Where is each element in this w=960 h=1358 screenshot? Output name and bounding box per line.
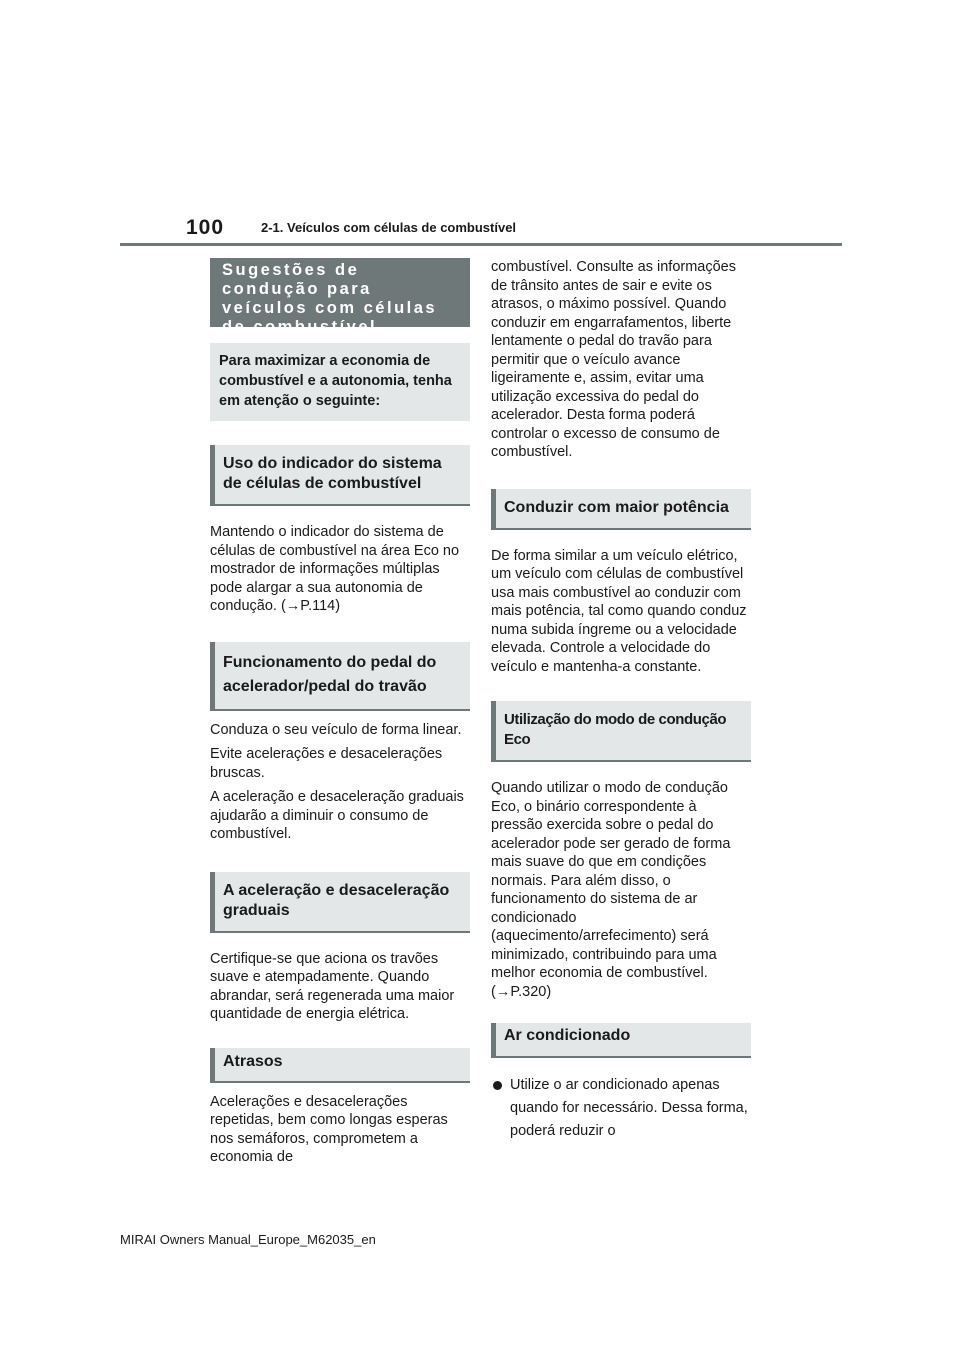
running-head: 2-1. Veículos com células de combustível <box>261 220 517 235</box>
paragraph-indicator: Mantendo o indicador do sistema de células de combustível na área Eco no mostrador de informações múltiplas pode alargar a sua autonomia de condução. (→P.114) <box>210 524 460 614</box>
paragraph-gradual: Certifique-se que aciona os travões suave e atempadamente. Quando abrandar, será regenerada uma maior quantidade de energia elétrica. <box>210 950 455 1022</box>
paragraph-pedal-1: Conduza o seu veículo de forma linear. <box>210 721 462 738</box>
bullet-item <box>491 1074 751 1143</box>
paragraph-eco-mode: Quando utilizar o modo de condução Eco, o binário correspondente à pressão exercida sobre o pedal do acelerador pode ser gerado de forma mais suave do que em condições normais. Para além disso, o funcionamento do sistema de ar condicionado (aquecimento/arrefecimento) será minimizado, contribuindo para uma melhor economia de combustível. (→P.320) <box>491 780 731 1000</box>
left-column <box>210 258 470 1167</box>
paragraph-delays: Acelerações e desacelerações repetidas, bem como longas esperas nos semáforos, comprometem a economia de <box>210 1093 448 1165</box>
paragraph-delays-continued: combustível. Consulte as informações de trânsito antes de sair e evite os atrasos, o máximo possível. Quando conduzir em engarrafamentos, liberte lentamente o pedal do travão para permitir que o veículo avance ligeiramente e, assim, evitar uma utilização excessiva do pedal do acelerador. Desta forma poderá controlar o excesso de consumo de combustível. <box>491 259 736 460</box>
paragraph-pedal-2: Evite acelerações e desacelerações bruscas. <box>210 746 443 781</box>
right-column <box>491 258 751 1143</box>
paragraph-power: De forma similar a um veículo elétrico, um veículo com células de combustível usa mais combustível ao conduzir com mais potência, tal como quando conduz numa subida íngreme ou a velocidade elevada. Controle a velocidade do veículo e mantenha-a constante. <box>491 547 747 675</box>
heading-pedal: Funcionamento do pedal do acelerador/pedal do travão <box>210 642 470 711</box>
heading-indicator: Uso do indicador do sistema de células de combustível <box>210 445 470 506</box>
heading-eco-mode: Utilização do modo de condução Eco <box>491 701 751 762</box>
paragraph-pedal-3: A aceleração e desaceleração graduais ajudarão a diminuir o consumo de combustível. <box>210 789 464 842</box>
footer-text: MIRAI Owners Manual_Europe_M62035_en <box>120 1232 376 1247</box>
heading-air-conditioning: Ar condicionado <box>491 1023 751 1058</box>
bullet-dot-icon <box>493 1081 502 1090</box>
header-rule <box>120 243 842 246</box>
heading-gradual: A aceleração e desaceleração graduais <box>210 872 470 933</box>
section-title: Sugestões de condução para veículos com células de combustível <box>210 258 470 327</box>
heading-delays: Atrasos <box>210 1048 470 1083</box>
page-number: 100 <box>186 216 225 239</box>
heading-power: Conduzir com maior potência <box>491 489 751 530</box>
intro-box: Para maximizar a economia de combustível e a autonomia, tenha em atenção o seguinte: <box>210 343 470 421</box>
bullet-text: Utilize o ar condicionado apenas quando for necessário. Dessa forma, poderá reduzir o <box>510 1077 748 1139</box>
